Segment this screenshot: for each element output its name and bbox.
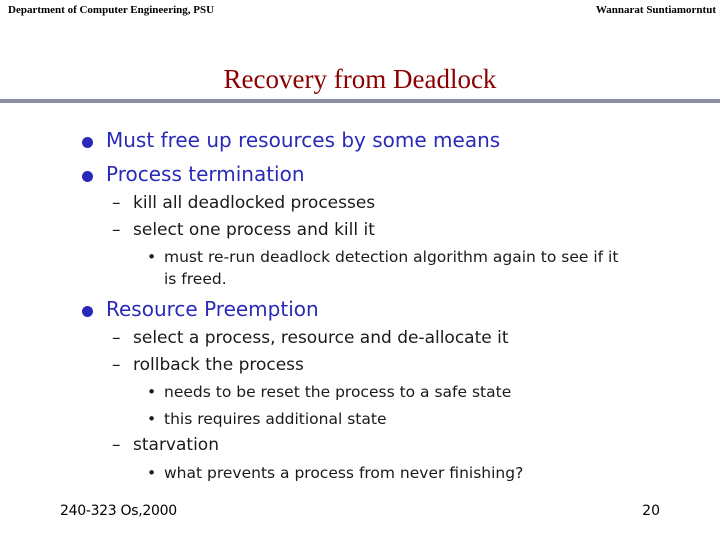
dash-icon: – (112, 193, 121, 213)
footer-course: 240-323 Os,2000 (60, 503, 177, 519)
bullet-dot-icon (82, 306, 93, 317)
header-department: Department of Computer Engineering, PSU (8, 4, 215, 16)
sub-item (112, 355, 304, 375)
sub-sub-item-text: what prevents a process from never finishing? (164, 464, 524, 482)
sub-sub-item (147, 381, 512, 403)
bullet-point-icon: • (147, 464, 157, 482)
sub-item (112, 328, 509, 348)
bullet-item (106, 162, 305, 186)
bullet-dot-icon (82, 171, 93, 182)
sub-sub-item-text: must re-run deadlock detection algorithm again to see if it (164, 248, 619, 266)
sub-sub-item-text: this requires additional state (164, 410, 387, 428)
bullet-dot-icon (82, 137, 93, 148)
dash-icon: – (112, 328, 121, 348)
sub-sub-item-text: is freed. (164, 270, 227, 288)
sub-item (112, 220, 375, 240)
bullet-text: Must free up resources by some means (106, 128, 501, 152)
bullet-point-icon: • (147, 383, 157, 401)
sub-sub-item (147, 462, 524, 484)
sub-sub-item-continuation (164, 268, 227, 290)
sub-item-text: select one process and kill it (133, 220, 375, 240)
sub-item (112, 435, 219, 455)
sub-item (112, 193, 376, 213)
title-divider (0, 99, 720, 103)
sub-item-text: kill all deadlocked processes (133, 193, 376, 213)
dash-icon: – (112, 220, 121, 240)
bullet-text: Resource Preemption (106, 297, 319, 321)
bullet-point-icon: • (147, 410, 157, 428)
sub-sub-item (147, 408, 387, 430)
header-author: Wannarat Suntiamorntut (595, 4, 716, 16)
sub-sub-item (147, 246, 619, 268)
sub-item-text: select a process, resource and de-allocate it (133, 328, 509, 348)
bullet-item (106, 297, 319, 321)
page-number: 20 (642, 503, 660, 519)
slide-title: Recovery from Deadlock (223, 64, 497, 94)
bullet-point-icon: • (147, 248, 157, 266)
sub-item-text: rollback the process (133, 355, 304, 375)
dash-icon: – (112, 355, 121, 375)
bullet-text: Process termination (106, 162, 305, 186)
dash-icon: – (112, 435, 121, 455)
bullet-item (106, 128, 500, 152)
sub-sub-item-text: needs to be reset the process to a safe state (164, 383, 512, 401)
sub-item-text: starvation (133, 435, 219, 455)
